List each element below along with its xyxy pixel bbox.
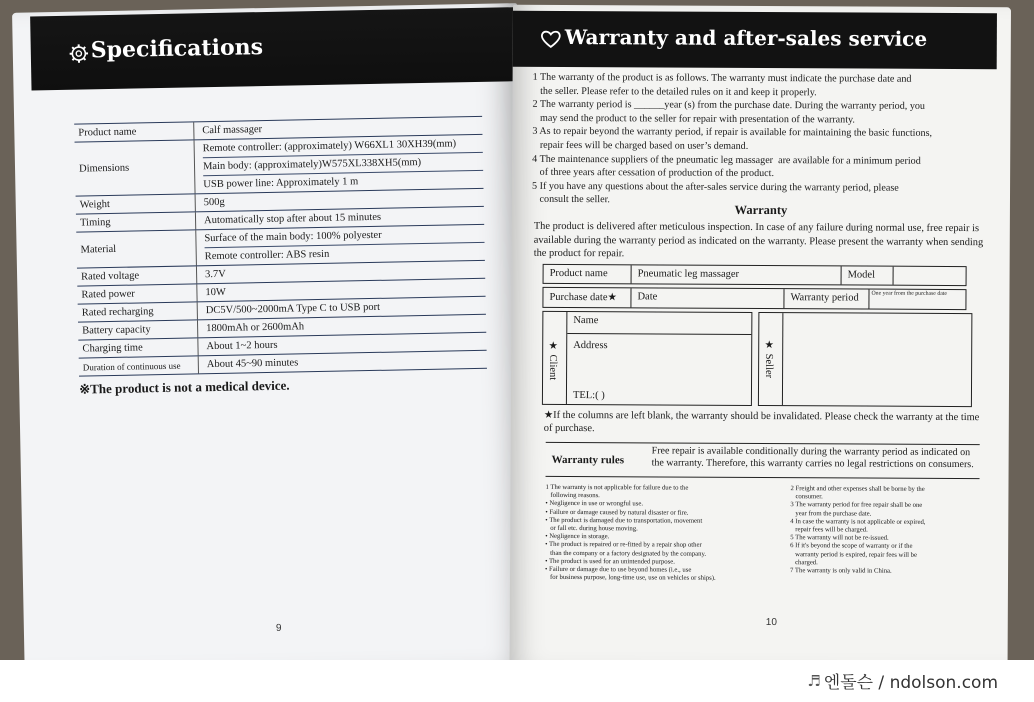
spec-label: Timing <box>76 212 196 231</box>
client-box <box>542 311 752 406</box>
spec-values <box>196 225 485 266</box>
spec-values <box>195 135 484 194</box>
spec-label: Rated recharging <box>78 302 198 321</box>
spec-values <box>199 351 487 374</box>
warranty-rule-line: • The product is repaired or re-fitted by a repair shop other <box>545 541 702 550</box>
spec-value: Remote controller: (approximately) W66XL1 30XH39(mm) <box>203 135 483 158</box>
warranty-rule-line: • Negligence in storage. <box>545 533 610 541</box>
warranty-rule-line: 3 The warranty period for free repair shall be one <box>790 501 923 510</box>
heart-icon <box>540 29 562 49</box>
model-value <box>894 267 966 285</box>
warranty-term-line: the seller. Please refer to the detailed rules on it and keep it properly. <box>532 85 817 98</box>
spec-value: 500g <box>203 196 225 209</box>
left-page-header <box>30 7 523 90</box>
spec-label: Duration of continuous use <box>79 356 199 375</box>
client-tel-field: TEL:( ) <box>572 390 605 402</box>
warranty-rule-line: • Negligence in use or wrongful use. <box>545 500 644 508</box>
spec-value: 10W <box>205 286 226 299</box>
blank-columns-note: ★If the columns are left blank, the warranty should be invalidated. Please check the warranty at the time of purchase. <box>543 409 980 435</box>
warranty-rule-line: • Failure or damage caused by natural disaster or fire. <box>545 508 689 517</box>
warranty-card-product-row <box>543 264 967 286</box>
spec-label: Weight <box>76 194 196 213</box>
warranty-term-line: 3 As to repair beyond the warranty period, if repair is available for maintaining the basic functions, <box>532 126 933 140</box>
client-label: ★ Client <box>547 339 559 381</box>
warranty-rule-line: 1 The warranty is not applicable for failure due to the <box>545 483 689 492</box>
spec-value: Main body: (approximately)W575XL338XH5(mm) <box>203 153 483 176</box>
warranty-rule-line: than the company or a factory designated by the company. <box>545 549 707 558</box>
spec-value: About 1~2 hours <box>206 339 278 353</box>
warranty-period-value: One year from the purchase date <box>871 290 947 297</box>
warranty-term-line: 2 The warranty period is ______year (s) from the purchase date. During the warranty period, you <box>532 98 926 113</box>
spec-label: Material <box>76 230 197 267</box>
spec-value: 1800mAh or 2600mAh <box>206 321 305 335</box>
warranty-term-line: 5 If you have any questions about the after-sales service during the warranty period, please <box>532 180 899 194</box>
warranty-intro: The product is delivered after meticulous inspection. In case of any failure during normal use, free repair is available during the warranty period as indicated on the warranty. Please present the warranty when sending the product for repair. <box>533 220 984 260</box>
warranty-terms-list <box>532 71 995 209</box>
warranty-rule-line: for business purpose, long-time use, use on vehicles or ships). <box>544 574 716 582</box>
client-name-field: Name <box>567 312 751 335</box>
spec-value: USB power line: Approximately 1 m <box>203 176 359 191</box>
warranty-rule-line: or fall etc. during house moving. <box>545 524 638 533</box>
medical-device-note: ※The product is not a medical device. <box>79 377 290 397</box>
warranty-term-line: repair fees will be charged based on user’s demand. <box>532 139 749 152</box>
page-number: 9 <box>275 622 282 634</box>
warranty-rule-line: 4 In case the warranty is not applicable or expired, <box>790 517 926 526</box>
warranty-rule-line: • Failure or damage due to use beyond homes (i.e., use <box>545 565 692 574</box>
warranty-rule-line: • The product is used for an unintended purpose. <box>545 557 675 566</box>
page-number: 10 <box>765 617 777 629</box>
spec-value: Surface of the main body: 100% polyester <box>204 225 484 248</box>
warranty-period-label: Warranty period <box>784 289 869 308</box>
spec-value: DC5V/500~2000mA Type C to USB port <box>205 301 381 317</box>
warranty-rule-line: 5 The warranty will not be re-issued. <box>790 534 889 542</box>
warranty-rules-right-column <box>790 485 985 576</box>
spec-value: Automatically stop after about 15 minutes <box>203 211 382 227</box>
spec-label: Battery capacity <box>78 320 198 339</box>
gear-icon <box>69 43 89 63</box>
music-note-icon: ♬ <box>807 671 821 690</box>
spec-label: Rated voltage <box>77 266 197 285</box>
seller-label: ★ Seller <box>763 339 775 379</box>
model-label: Model <box>842 266 894 284</box>
warranty-rules-left-column <box>545 484 776 584</box>
warranty-term-line: of three years after cessation of production of the product. <box>532 166 775 180</box>
page-title: Specifications <box>90 34 264 64</box>
purchase-date-label: Purchase date★ <box>543 288 631 307</box>
spec-label: Rated power <box>77 284 197 303</box>
warranty-rule-line: charged. <box>790 558 818 567</box>
warranty-rule-line: • The product is damaged due to transportation, movement <box>545 516 703 525</box>
seller-side-label <box>759 313 783 405</box>
spec-label: Charging time <box>78 338 198 357</box>
warranty-rule-line: year from the purchase date. <box>790 509 872 518</box>
spec-row <box>75 134 484 196</box>
warranty-rules-text: Free repair is available conditionally during the warranty period as indicated on the warranty. Therefore, this warranty carries no legal restrictions on consumers. <box>651 445 974 470</box>
product-name-value: Pneumatic leg massager <box>632 265 842 284</box>
date-label: Date <box>631 288 784 308</box>
warranty-term-line: consult the seller. <box>531 194 610 206</box>
warranty-term-line: 4 The maintenance suppliers of the pneumatic leg massager are available for a minimum period <box>532 153 921 167</box>
warranty-rule-line: consumer. <box>790 493 823 501</box>
warranty-rule-line: repair fees will be charged. <box>790 526 868 534</box>
spec-label: Product name <box>74 122 194 141</box>
client-side-label <box>543 312 567 404</box>
spec-value: Calf massager <box>202 124 263 137</box>
watermark <box>807 668 998 693</box>
page-title: Warranty and after-sales service <box>564 24 928 51</box>
left-page <box>12 3 530 660</box>
seller-box <box>758 312 972 407</box>
spec-label: Dimensions <box>75 140 196 195</box>
warranty-rule-line: 6 If it's beyond the scope of warranty or if the <box>790 542 913 551</box>
watermark-text: 엔돌슨 / ndolson.com <box>823 673 998 693</box>
warranty-rule-line: 7 The warranty is only valid in China. <box>790 567 892 575</box>
warranty-rule-line: warranty period is expired, repair fees will be <box>790 550 917 559</box>
client-address-field: Address <box>573 340 608 352</box>
warranty-rules-label: Warranty rules <box>551 453 625 467</box>
spec-value: Remote controller: ABS resin <box>204 248 330 263</box>
warranty-heading: Warranty <box>734 202 788 218</box>
warranty-rule-line: following reasons. <box>545 492 600 500</box>
product-name-label: Product name <box>544 265 632 283</box>
right-page-header <box>513 11 997 70</box>
spec-value: About 45~90 minutes <box>206 357 299 371</box>
warranty-term-line: 1 The warranty of the product is as follows. The warranty must indicate the purchase date and <box>532 71 912 85</box>
spec-value: 3.7V <box>205 268 226 281</box>
specifications-table <box>74 116 487 377</box>
warranty-rule-line: 2 Freight and other expenses shall be borne by the <box>790 485 925 493</box>
right-page <box>510 5 1011 660</box>
warranty-rules-box <box>546 442 980 479</box>
warranty-card-date-row <box>542 287 966 310</box>
warranty-term-line: may send the product to the seller for repair with presentation of the warranty. <box>532 112 855 126</box>
